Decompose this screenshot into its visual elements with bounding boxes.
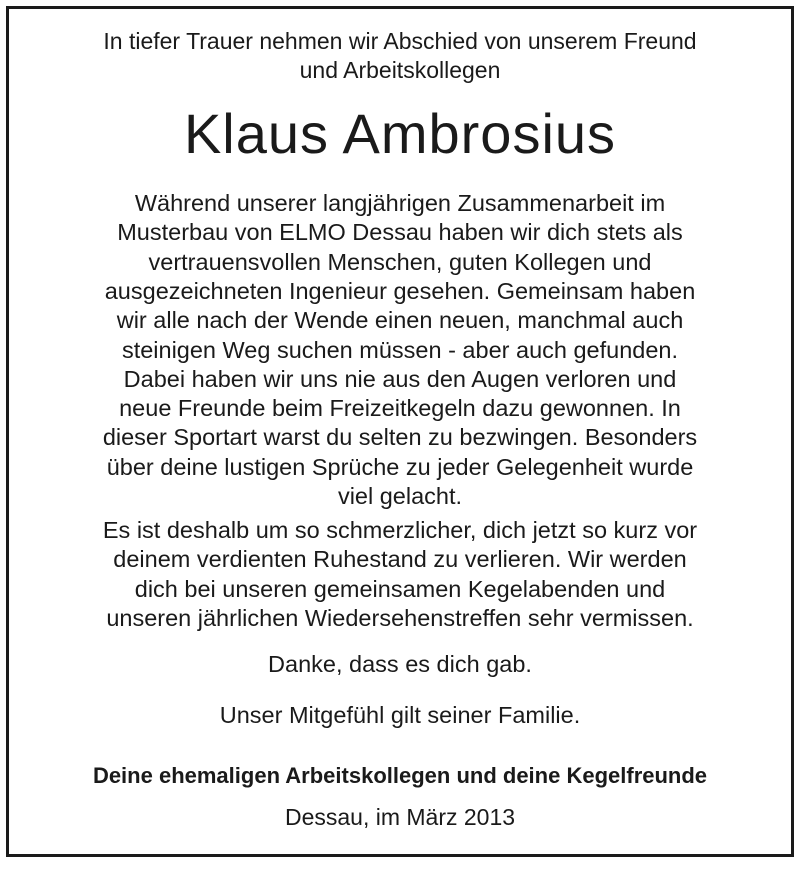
deceased-name: Klaus Ambrosius <box>183 102 617 165</box>
paragraph-line: vertrauensvollen Menschen, guten Kollegen und <box>148 249 652 275</box>
paragraph-line: über deine lustigen Sprüche zu jeder Gelegenheit wurde <box>106 454 694 480</box>
paragraph-line: wir alle nach der Wende einen neuen, manchmal auch <box>116 307 684 333</box>
paragraph-line: Während unserer langjährigen Zusammenarbeit im <box>134 190 666 216</box>
paragraph-line: deinem verdienten Ruhestand zu verlieren. Wir werden <box>113 546 687 572</box>
place-date-line: Dessau, im März 2013 <box>284 804 516 830</box>
paragraph-line: Es ist deshalb um so schmerzlicher, dich jetzt so kurz vor <box>102 517 698 543</box>
paragraph-line: ausgezeichneten Ingenieur gesehen. Gemeinsam haben <box>104 278 696 304</box>
intro-line: In tiefer Trauer nehmen wir Abschied von unserem Freund <box>103 28 697 54</box>
signature-line: Deine ehemaligen Arbeitskollegen und deine Kegelfreunde <box>92 763 708 788</box>
paragraph-line: Dabei haben wir uns nie aus den Augen verloren und <box>123 366 677 392</box>
paragraph-line: viel gelacht. <box>337 483 463 509</box>
intro-line: und Arbeitskollegen <box>299 57 501 83</box>
thanks-line: Danke, dass es dich gab. <box>268 651 532 677</box>
sympathy-line: Unser Mitgefühl gilt seiner Familie. <box>219 702 581 728</box>
paragraph-line: neue Freunde beim Freizeitkegeln dazu gewonnen. In <box>119 395 681 421</box>
paragraph-line: dich bei unseren gemeinsamen Kegelabenden und <box>134 576 666 602</box>
paragraph-line: Musterbau von ELMO Dessau haben wir dich stets als <box>117 219 683 245</box>
paragraph-line: steinigen Weg suchen müssen - aber auch gefunden. <box>121 337 679 363</box>
paragraph-line: dieser Sportart warst du selten zu bezwingen. Besonders <box>102 424 698 450</box>
paragraph-line: unseren jährlichen Wiedersehenstreffen sehr vermissen. <box>106 605 694 631</box>
